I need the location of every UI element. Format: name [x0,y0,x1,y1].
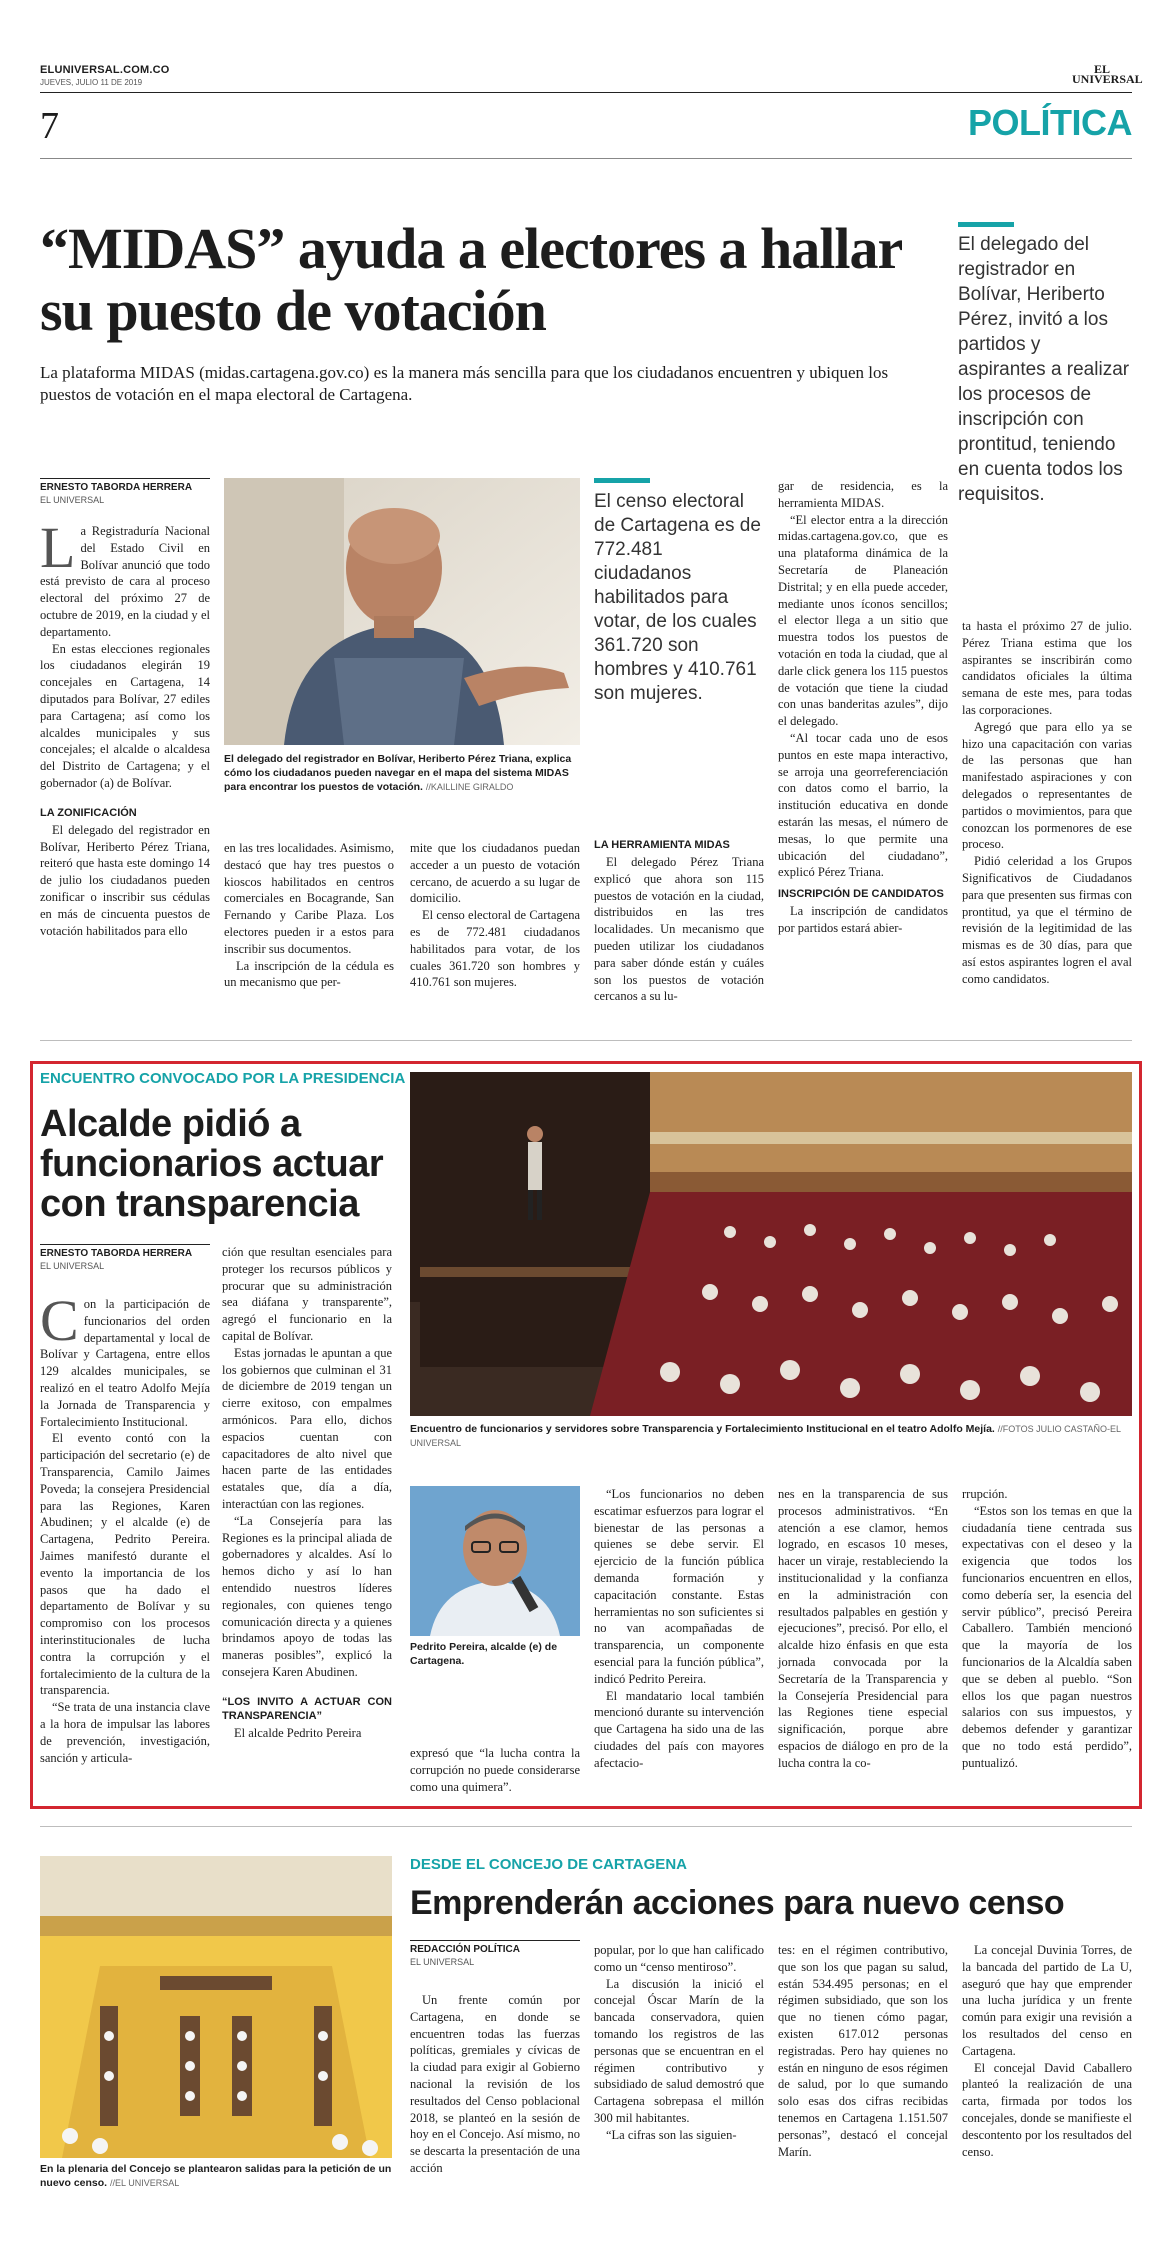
article3-photo-credit: //EL UNIVERSAL [110,2178,180,2188]
article3-paragraph: La discusión la inició el concejal Óscar Marín de la bancada conservadora, quien tomando los registros de las personas que se encuentran en el régimen contributivo y subsidiado de salud demostró que Cartagena sobrepasa el millón 300 mil habitantes. [594,1976,764,2125]
article2-paragraph: “Estos son los temas en que la ciudadanía tiene centrada sus expectativas con el deseo y la exigencia que todos los funcionarios encuentren en ellos, como debería ser, la esencia del servir público”, precisó Pereira Caballero. También mencionó que la mayoría de los funcionarios de la Alcaldía saben que se deben al pueblo. “Son ellos los que pagan nuestros salarios con sus impuestos, y debemos defender y garantizar que no todo está perdido”, puntualizó. [962,1503,1132,1770]
article1-photo-caption [224,752,580,794]
article1-side-quote: El delegado del registrador en Bolívar, Heriberto Pérez, invitó a los partidos y aspirantes a realizar los procesos de inscripción con prontitud, teniendo en cuenta todos los requisitos. [958,234,1130,505]
side-quote-accent [958,222,1014,227]
article3-kicker: DESDE EL CONCEJO DE CARTAGENA [410,1856,687,1873]
article1-paragraph: en las tres localidades. Asimismo, destacó que hay tres puestos o kioscos habilitados en centros comerciales en Bocagrande, San Fernando y Caribe Plaza. Los electores pueden ir a estos para inscribir sus documentos. [224,841,394,956]
article3-paragraph: tes: en el régimen contributivo, que son los que pagan su salud, están 534.495 personas; en el régimen subsidiado, que son los que no tienen cómo pagar, existen 617.012 personas registradas. Pero hay quienes no están en ninguno de esos régimen de salud, por lo que sumando solo esas dos cifras recibidas tenemos en Cartagena 1.151.507 personas”, destacó el concejal Marín. [778,1943,948,2159]
page-number: 7 [40,105,59,147]
article2-col1 [40,1288,210,1766]
article1-paragraph: La inscripción de candidatos por partidos estará abier- [778,904,948,935]
article1-photo-credit: //KAILLINE GIRALDO [425,782,514,792]
article1-paragraph: El censo electoral de Cartagena es de 772.481 ciudadanos habilitados para votar, de los cuales 361.720 son hombres y 410.761 son mujeres. [410,908,580,990]
site-name: ELUNIVERSAL.COM.CO [40,64,170,76]
pull-quote-accent [594,478,650,483]
article1-paragraph: “Al tocar cada uno de esos puntos en este mapa interactivo, se arroja una georreferenciación con datos como el barrio, la institución educativa en donde estarán las mesas, el número de mesas, lo que permite una ubicación del ciudadano”, explicó Pérez Triana. [778,730,948,880]
article1-subhead-zonificacion: LA ZONIFICACIÓN [40,806,137,819]
article2-portrait-caption-text: Pedrito Pereira, alcalde (e) de Cartagena. [410,1641,558,1667]
article2-col5 [778,1486,948,1772]
article2-dropcap: C [40,1288,79,1353]
article1-col2 [224,840,394,991]
article3-paragraph: Un frente común por Cartagena, en donde se encuentren todas las fuerzas políticas, gremiales y cívicas de la ciudad para exigir al Gobierno nacional la revisión de los resultados del Censo poblacional 2018, se planteó en la sesión de hoy en el Concejo. Así mismo, no se descarta la presentación de una acción [410,1993,580,2175]
article2-paragraph: “Los funcionarios no deben escatimar esfuerzos para lograr el bienestar de las personas a quienes se debe servir. El ejercicio de la función pública demanda formación y capacitación constante. Estas herramientas no son suficientes si no van acompañadas de transparencia, un componente esencial para la función pública”, indicó Pedrito Pereira. [594,1487,764,1686]
article3-photo-caption [40,2162,392,2190]
article2-paragraph: ción que resultan esenciales para proteger los recursos públicos y procurar que su administración sea diáfana y transparente”, agregó el funcionario en la capital de Bolívar. [222,1245,392,1343]
article2-subhead-invito: “LOS INVITO A ACTUAR CON TRANSPARENCIA” [222,1695,392,1722]
article3-col4 [962,1942,1132,2160]
article2-paragraph: El alcalde Pedrito Pereira [234,1725,362,1740]
article1-caption-text: El delegado del registrador en Bolívar, Heriberto Pérez Triana, explica cómo los ciudadanos pueden navegar en el mapa del sistema MIDAS para encontrar los puestos de votación. [224,753,572,793]
article1-paragraph: “El elector entra a la dirección midas.cartagena.gov.co, que es una plataforma dinámica de la Secretaría de Planeación Distrital; y en ella puede acceder, mediante unos íconos sencillos; el elector llega a un sitio que muestra todos los puestos de votación en toda la ciudad, que al darle click genera los 115 puestos de votación que tiene la ciudad con unas banderitas azules”, dijo el delegado. [778,512,948,729]
article-separator [40,1040,1132,1041]
article3-col3 [778,1942,948,2160]
article1-paragraph: Agregó que para ello ya se hizo una capacitación con varias de las personas que han manifestado aspiraciones y con delegados o representantes de partidos o movimientos, para que conozcan los pormenores de ese proceso. [962,719,1132,852]
masthead-rule [40,92,1132,93]
article3-paragraph: popular, por lo que han calificado como un “censo mentiroso”. [594,1943,764,1974]
article1-col1 [40,515,210,939]
article2-col4 [594,1486,764,1772]
article1-byline [40,478,210,506]
mayor-portrait [410,1486,580,1636]
article1-paragraph: El delegado del registrador en Bolívar, Heriberto Pérez Triana, reiteró que hasta este domingo 14 de julio los ciudadanos pueden zonificar o inscribir sus cédulas en más de cincuenta puestos de votación habilitados para ello [40,822,210,938]
brand-logo [1072,62,1143,86]
article2-byline-org: EL UNIVERSAL [40,1261,105,1271]
article1-pull-quote: El censo electoral de Cartagena es de 772.481 ciudadanos habilitados para votar, de los cuales 361.720 son hombres y 410.761 son mujeres. [594,491,761,704]
article2-col3 [410,1745,580,1795]
article3-byline-author: REDACCIÓN POLÍTICA [410,1944,520,1955]
council-plenary-photo [40,1856,392,2158]
article3-byline-org: EL UNIVERSAL [410,1957,475,1967]
article2-photo-caption [410,1422,1132,1450]
article1-paragraph: ta hasta el próximo 27 de julio. Pérez Triana estima que los aspirantes se inscribirán como candidatos oficiales la última semana de este mes, para todas las corporaciones. [962,619,1132,717]
article1-deck: La plataforma MIDAS (midas.cartagena.gov.co) es la manera más sencilla para que los ciudadanos encuentren y ubiquen los puestos de votación en el mapa electoral de Cartagena. [40,363,889,404]
article2-byline [40,1244,210,1272]
registrar-photo [224,478,580,745]
article1-paragraph: mite que los ciudadanos puedan acceder a un puesto de votación cercano, de acuerdo a su lugar de domicilio. [410,841,580,906]
article2-paragraph: El evento contó con la participación del secretario (e) de Transparencia, Camilo Jaimes Poveda; la consejera Presidencial para las Regiones, Karen Abudinen; y el alcalde (e) de Cartagena, Pedrito Pereira. Jaimes manifestó durante el evento la importancia de los pasos que ha dado el departamento de Bolívar y su compromiso con los procesos interinstitucionales de lucha contra la corrupción y el fortalecimiento de la cultura de la transparencia. [40,1431,210,1698]
article2-paragraph: rrupción. [962,1487,1008,1501]
article2-portrait-caption [410,1640,580,1668]
article2-paragraph: on la participación de funcionarios del orden departamental y local de Bolívar y Cartagena, entre ellos 129 alcaldes municipales, se realizó en el teatro Adolfo Mejía la Jornada de Transparencia y Fortalecimiento Institucional. [40,1297,210,1429]
article1-subhead-herramienta: LA HERRAMIENTA MIDAS [594,839,730,851]
article2-kicker: ENCUENTRO CONVOCADO POR LA PRESIDENCIA [40,1070,406,1087]
article3-col2 [594,1942,764,2144]
article2-paragraph: expresó que “la lucha contra la corrupción no puede considerarse como una quimera”. [410,1746,580,1794]
article3-paragraph: La concejal Duvinia Torres, de la bancada del partido de La U, aseguró que hay que emprender una lucha jurídica y un frente común para exigir una revisión a los resultados del censo en Cartagena. [962,1943,1132,2058]
article1-photo [224,478,580,745]
article3-col1 [410,1992,580,2177]
brand-logo-bottom: UNIVERSAL [1072,72,1143,86]
article3-caption-text: En la plenaria del Concejo se plantearon salidas para la petición de un nuevo censo. [40,2163,392,2189]
article2-portrait-photo [410,1486,580,1636]
article3-paragraph: “La cifras son las siguien- [606,2127,737,2142]
article1-dropcap: L [40,515,76,580]
theater-photo [410,1072,1132,1416]
article2-byline-author: ERNESTO TABORDA HERRERA [40,1248,193,1259]
article1-paragraph: Pidió celeridad a los Grupos Significativos de Ciudadanos para que presenten sus firmas con prontitud, ya que el término de revisión de la legitimidad de las mismas es de 30 días, para que así estos aspirantes logren el aval como candidatos. [962,854,1132,986]
article1-col5 [778,478,948,937]
article2-headline: Alcalde pidió a funcionarios actuar con transparencia [40,1103,384,1225]
section-title: POLÍTICA [968,102,1132,143]
article1-col6 [962,618,1132,988]
article2-paragraph: Estas jornadas le apuntan a que los gobiernos que culminan el 31 de diciembre de 2019 tengan un cierre exitoso, con empalmes armónicos. Para ello, dichos espacios cuentan con capacitadores de alto nivel que hacen parte de las entidades estatales que, día a día, interactúan con las regiones. [222,1345,392,1511]
article2-paragraph: “Se trata de una instancia clave a la hora de impulsar las labores de prevención, investigación, sanción y articula- [40,1700,210,1765]
article1-paragraph: En estas elecciones regionales los ciudadanos elegirán 19 concejales en Cartagena, 14 diputados para Bolívar, 27 ediles para Cartagena; así como los alcaldes municipales y sus concejales; el alcalde o alcaldesa del Distrito de Cartagena; y el gobernador (a) de Bolívar. [40,641,210,790]
article2-col2 [222,1244,392,1742]
article1-subhead-inscripcion: INSCRIPCIÓN DE CANDIDATOS [778,888,944,901]
article3-paragraph: El concejal David Caballero planteó la realización de una carta, firmada por todos los concejales, donde se manifieste el descontento por los resultados del censo. [962,2060,1132,2159]
article1-col4 [594,838,764,1005]
article2-caption-text: Encuentro de funcionarios y servidores sobre Transparencia y Fortalecimiento Institucional en el teatro Adolfo Mejía. [410,1423,995,1435]
article-separator [40,1826,1132,1827]
article1-paragraph: gar de residencia, es la herramienta MIDAS. [778,479,948,510]
article1-byline-org: EL UNIVERSAL [40,495,105,505]
article2-paragraph: “La Consejería para las Regiones es la principal aliada de gobernadores y alcaldes. Así lo hemos dicho y así lo han entendido nuestros líderes regionales, con quienes tengo comunicación directa y a quienes brindamos apoyo de todas las maneras posibles”, explicó la consejera Karen Abudinen. [222,1513,392,1679]
issue-date: JUEVES, JULIO 11 DE 2019 [40,78,143,87]
article1-paragraph: El delegado Pérez Triana explicó que ahora son 115 puestos de votación en la ciudad, distribuidos en las tres localidades. Un mecanismo que pueden utilizar los ciudadanos para saber dónde están y cuáles son los puestos de votación cercanos a su lu- [594,855,764,1004]
article2-paragraph: El mandatario local también mencionó durante su intervención que Cartagena ha sido una de las ciudades del país con mayores afectacio- [594,1688,764,1770]
article3-byline [410,1940,580,1968]
brand-logo-top: EL [1093,62,1110,76]
article2-theater-photo [410,1072,1132,1416]
article1-paragraph: a Registraduría Nacional del Estado Civil en Bolívar anunció que todo está previsto de cara al proceso electoral del próximo 27 de octubre de 2019, en la ciudad y el departamento. [40,524,210,639]
article2-photo-credit: //FOTOS JULIO CASTAÑO-EL UNIVERSAL [410,1424,1121,1448]
section-rule [40,158,1132,159]
article1-byline-author: ERNESTO TABORDA HERRERA [40,482,193,493]
article1-col3 [410,840,580,991]
article3-photo [40,1856,392,2158]
article2-paragraph: nes en la transparencia de sus procesos administrativos. “En atención a ese clamor, hemos logrado, en escasos 10 meses, hacer un viraje, restableciendo la institucionalidad y la confianza en la administración con resultados palpables en gestión y ejecuciones”, precisó. Por ello, el alcalde hizo énfasis en que esta jornada convocada por la Secretaría de la Transparencia y la Consejería Presidencial para las Regiones tiene especial significación, porque abre espacios de diálogo en pro de la lucha contra la co- [778,1487,948,1770]
article1-headline: “MIDAS” ayuda a electores a hallar su puesto de votación [40,216,902,343]
article1-paragraph: La inscripción de la cédula es un mecanismo que per- [224,958,394,990]
article3-headline: Emprenderán acciones para nuevo censo [410,1884,1065,1922]
article2-col6 [962,1486,1132,1772]
